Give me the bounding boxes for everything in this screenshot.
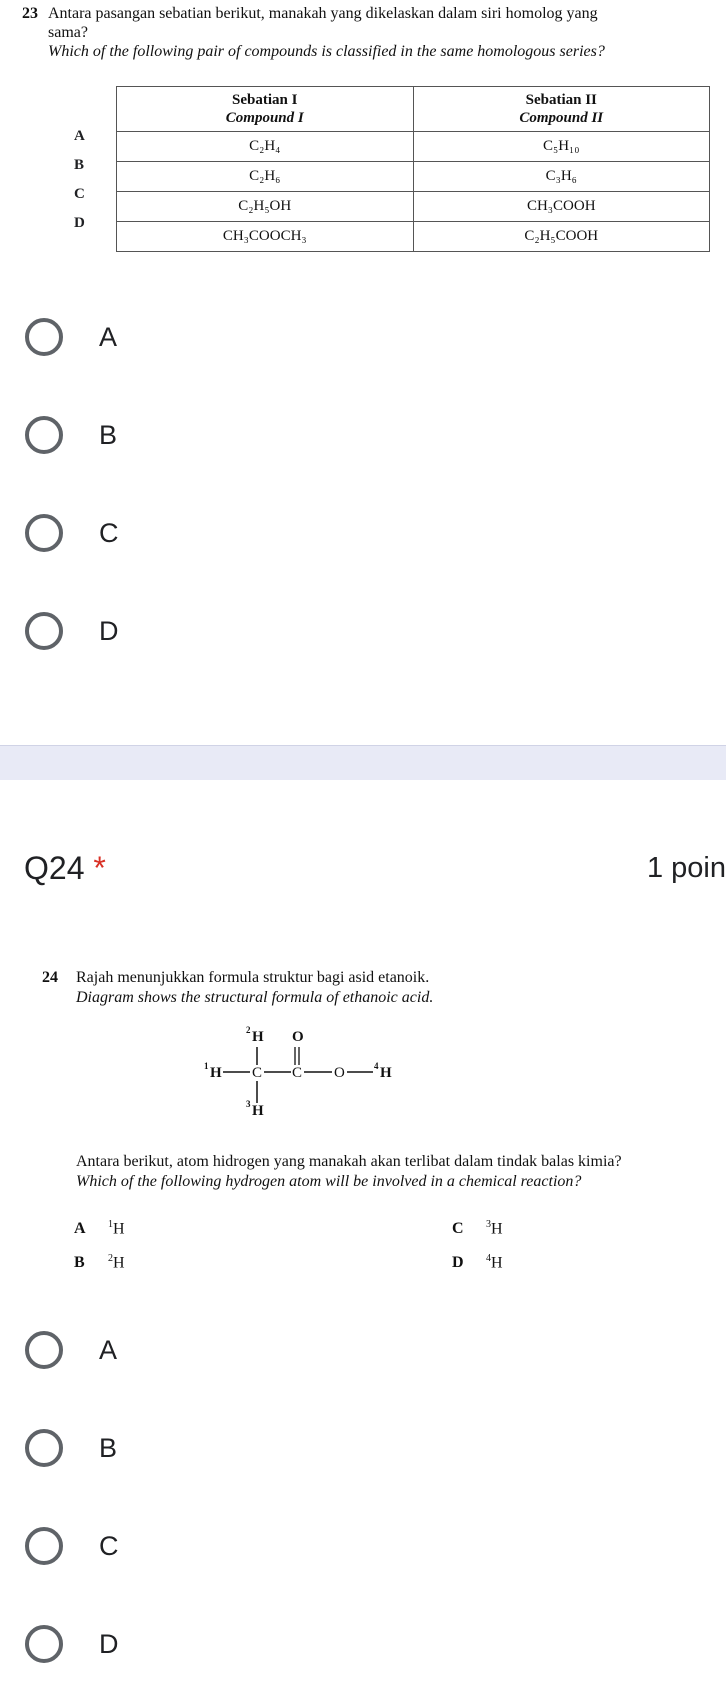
q24-option-c[interactable] (25, 1523, 119, 1569)
q23-question-text (22, 4, 712, 61)
q24-number: 24 (42, 969, 58, 986)
h1-atom: H (210, 1065, 222, 1081)
q23-option-b[interactable] (25, 412, 117, 458)
ethanoic-acid-structure (204, 1023, 450, 1143)
question-separator (0, 745, 726, 780)
q24-choice-a (74, 1219, 125, 1238)
q24-text-en: Diagram shows the structural formula of ethanoic acid. (76, 989, 434, 1006)
o-double-atom: O (292, 1029, 304, 1045)
q24-choice-b (74, 1253, 125, 1272)
choice-sup: 1 (108, 1219, 113, 1230)
q23-text-en: Which of the following pair of compounds is classified in the same homologous series? (48, 43, 605, 60)
radio-button[interactable] (25, 416, 63, 454)
h3-atom: H (252, 1103, 264, 1119)
choice-atom: H (113, 1220, 125, 1238)
h4-atom: H (380, 1065, 392, 1081)
q23-option-a[interactable] (25, 314, 117, 360)
q24-option-a[interactable] (25, 1327, 117, 1373)
q24-text-ms: Rajah menunjukkan formula struktur bagi asid etanoik. (76, 969, 430, 986)
q24-question-en: Which of the following hydrogen atom will be involved in a chemical reaction? (76, 1173, 582, 1190)
choice-label: B (74, 1254, 85, 1272)
table-header-row (117, 87, 710, 132)
table-cell: C₃H₆ (413, 162, 709, 192)
option-label: B (99, 1432, 118, 1463)
option-label: C (99, 1530, 119, 1561)
col2-ms-label: Sebatian II (525, 92, 597, 108)
col1-en-label: Compound I (225, 110, 304, 126)
radio-button[interactable] (25, 318, 63, 356)
choice-label: D (452, 1254, 464, 1272)
table-cell: C₂H₄ (117, 132, 414, 162)
choice-sup: 4 (486, 1253, 491, 1264)
radio-button[interactable] (25, 514, 63, 552)
c1-atom: C (252, 1065, 263, 1081)
h4-superscript: 4 (374, 1061, 379, 1071)
choice-atom: H (491, 1220, 503, 1238)
q24-question-text (42, 968, 722, 1008)
radio-button[interactable] (25, 1527, 63, 1565)
q23-row-label-b: B (74, 157, 85, 173)
table-cell: C₂H₅OH (117, 192, 414, 222)
h2-superscript: 2 (246, 1025, 251, 1035)
table-cell: CH₃COOCH₃ (117, 222, 414, 252)
radio-button[interactable] (25, 612, 63, 650)
col1-ms-label: Sebatian I (232, 92, 298, 108)
option-label: D (99, 1628, 119, 1659)
required-asterisk: * (93, 850, 106, 886)
table-cell: C₂H₆ (117, 162, 414, 192)
h2-atom: H (252, 1029, 264, 1045)
table-row (117, 162, 710, 192)
col-header-compound-2 (413, 87, 709, 132)
col-header-compound-1 (117, 87, 414, 132)
choice-sup: 2 (108, 1253, 113, 1264)
q24-question-ms: Antara berikut, atom hidrogen yang manakah akan terlibat dalam tindak balas kimia? (76, 1153, 622, 1170)
table-cell: C₂H₅COOH (413, 222, 709, 252)
option-label: B (99, 419, 118, 450)
table-row (117, 222, 710, 252)
col2-en-label: Compound II (519, 110, 604, 126)
option-label: C (99, 517, 119, 548)
o-single-atom: O (334, 1065, 345, 1081)
radio-button[interactable] (25, 1331, 63, 1369)
q23-text-ms-line1: Antara pasangan sebatian berikut, manakah yang dikelaskan dalam siri homolog yang (48, 5, 598, 22)
q23-text-ms-line2: sama? (48, 24, 88, 41)
table-cell: CH₃COOH (413, 192, 709, 222)
q24-option-d[interactable] (25, 1621, 119, 1667)
q23-row-label-d: D (74, 215, 85, 231)
q24-option-b[interactable] (25, 1425, 117, 1471)
q24-choice-d (452, 1253, 503, 1272)
q24-title (24, 850, 106, 887)
option-label: A (99, 321, 118, 352)
table-row (117, 192, 710, 222)
choice-sup: 3 (486, 1219, 491, 1230)
radio-button[interactable] (25, 1625, 63, 1663)
table-cell: C₅H₁₀ (413, 132, 709, 162)
q24-title-text: Q24 (24, 850, 85, 886)
q23-row-label-c: C (74, 186, 85, 202)
choice-label: A (74, 1220, 86, 1238)
h1-superscript: 1 (204, 1061, 209, 1071)
choice-atom: H (113, 1254, 125, 1272)
c2-atom: C (292, 1065, 303, 1081)
table-row (117, 132, 710, 162)
q24-subquestion (76, 1152, 726, 1192)
q23-option-d[interactable] (25, 608, 119, 654)
q23-compound-table (116, 86, 710, 252)
radio-button[interactable] (25, 1429, 63, 1467)
option-label: D (99, 615, 119, 646)
q23-option-c[interactable] (25, 510, 119, 556)
option-label: A (99, 1334, 118, 1365)
q24-points: 1 poin (646, 852, 726, 884)
h3-superscript: 3 (246, 1099, 251, 1109)
q23-row-label-a: A (74, 128, 85, 144)
choice-label: C (452, 1220, 464, 1238)
q23-number: 23 (22, 5, 38, 22)
q24-choice-c (452, 1219, 503, 1238)
choice-atom: H (491, 1254, 503, 1272)
